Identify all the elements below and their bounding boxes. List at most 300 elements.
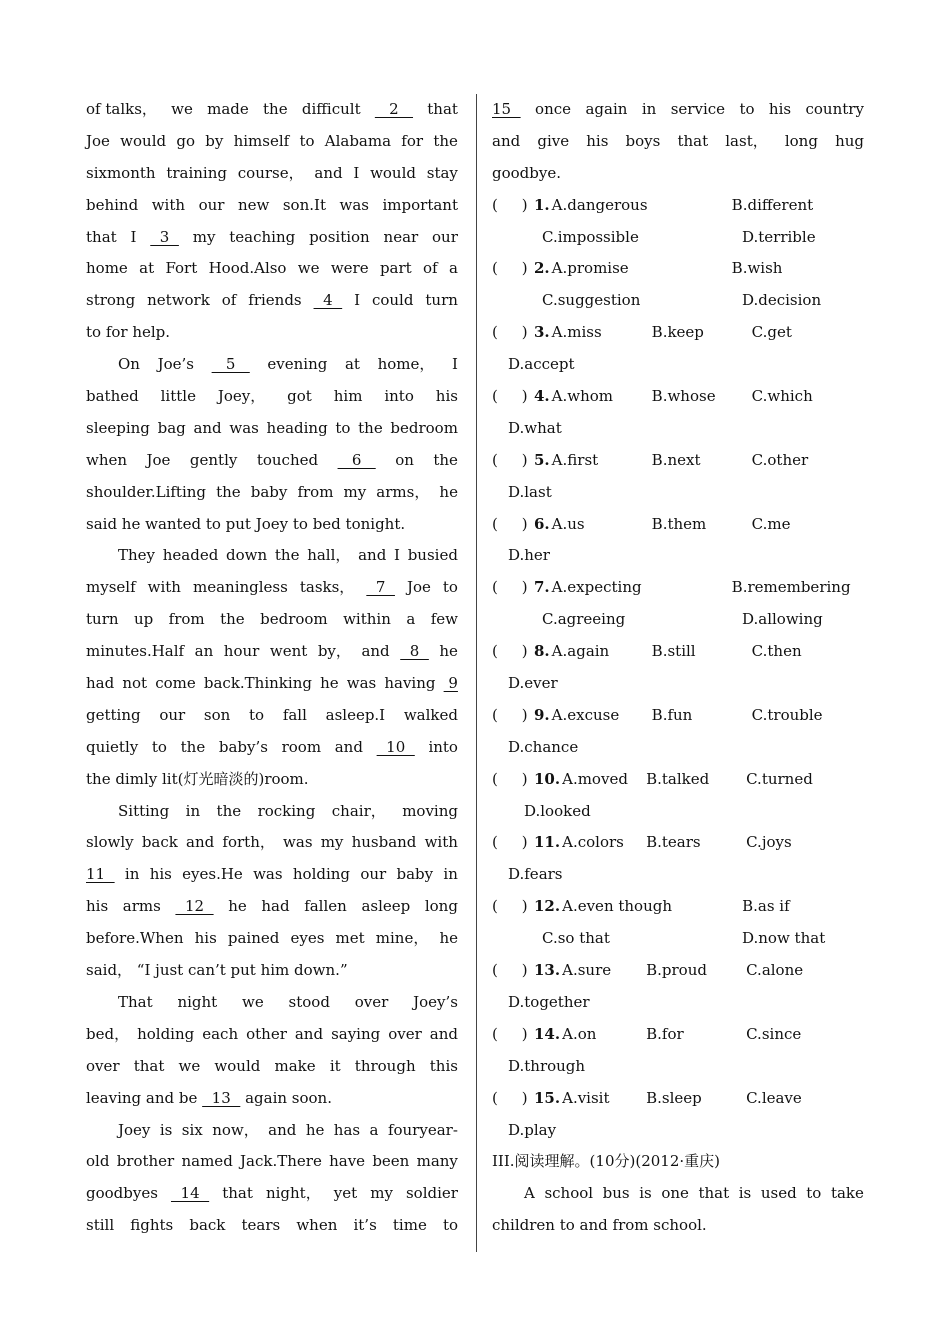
- question-row: [492, 190, 864, 222]
- passage-word: That: [118, 992, 153, 1011]
- passage-word: at: [344, 355, 360, 374]
- answer-bracket[interactable]: ( ): [492, 642, 528, 661]
- option-a[interactable]: A.dangerous: [551, 195, 648, 214]
- passage-line: [86, 668, 458, 700]
- column-divider: [476, 94, 477, 1252]
- passage-word: Jack.There: [240, 1152, 322, 1171]
- passage-word: into: [428, 737, 458, 756]
- question-row-continued: [492, 732, 864, 764]
- option-c[interactable]: C.suggestion: [542, 291, 641, 310]
- passage-line: [86, 222, 458, 254]
- option-b[interactable]: B.different: [731, 195, 814, 214]
- passage-word: been: [372, 1152, 410, 1171]
- passage-word: he: [305, 1120, 325, 1139]
- passage-word: having: [384, 674, 436, 693]
- passage-line: [86, 923, 458, 955]
- passage-word: that: [427, 100, 458, 118]
- passage-word: we: [297, 259, 320, 278]
- passage-word: down: [226, 546, 268, 565]
- passage-word: eyes: [290, 929, 325, 948]
- passage-word: Joe: [86, 131, 110, 150]
- passage-word: an: [194, 642, 214, 661]
- passage-word: tears: [241, 1216, 281, 1235]
- passage-word: hour: [223, 642, 260, 661]
- option-d[interactable]: D.last: [508, 482, 552, 501]
- passage-word: up: [133, 610, 154, 629]
- question-row-continued: [492, 923, 864, 955]
- option-b[interactable]: B.remembering: [731, 578, 851, 597]
- passage-word: night，: [265, 1184, 321, 1203]
- question-row-continued: [492, 987, 864, 1019]
- question-row-continued: [492, 796, 864, 828]
- option-d[interactable]: D.looked: [524, 801, 591, 820]
- passage-word: the: [263, 100, 288, 118]
- question-row-continued: [492, 540, 864, 572]
- passage-word: that: [86, 227, 117, 246]
- answer-bracket[interactable]: ( ): [492, 323, 528, 342]
- question-row-continued: [492, 604, 864, 636]
- passage-word: back.Thinking: [203, 674, 312, 693]
- question-row-continued: [492, 1051, 864, 1083]
- passage-word: fights: [130, 1216, 174, 1235]
- answer-bracket[interactable]: ( ): [492, 769, 528, 788]
- question-number: 9.: [534, 705, 550, 724]
- option-b[interactable]: B.keep: [651, 323, 704, 342]
- passage-word: Alabama: [324, 131, 392, 150]
- option-a[interactable]: A.sure: [562, 961, 612, 980]
- option-b[interactable]: B.them: [651, 514, 707, 533]
- passage-word: bedroom: [390, 418, 458, 437]
- answer-bracket[interactable]: ( ): [492, 1024, 528, 1043]
- passage-line: [86, 1115, 458, 1147]
- answer-bracket[interactable]: ( ): [492, 961, 528, 980]
- passage-word: through: [354, 1056, 416, 1075]
- answer-blank: 13: [202, 1088, 241, 1107]
- passage-word: myself: [86, 578, 136, 597]
- option-d[interactable]: D.chance: [508, 737, 579, 756]
- passage-line: [86, 94, 458, 126]
- passage-word: moving: [402, 801, 458, 820]
- passage-word: before.When: [86, 929, 184, 948]
- passage-word: time: [392, 1216, 427, 1235]
- question-number: 4.: [534, 387, 550, 406]
- option-a[interactable]: A.on: [562, 1024, 597, 1043]
- passage-word: in: [641, 100, 657, 118]
- option-a[interactable]: A.us: [551, 514, 585, 533]
- passage-word: used: [760, 1184, 797, 1203]
- passage-word: holding: [292, 865, 351, 884]
- passage-word: over: [388, 1024, 422, 1043]
- answer-blank: 6: [337, 450, 376, 469]
- question-number: 6.: [534, 514, 550, 533]
- passage-word: arms，: [376, 482, 430, 501]
- passage-line: [86, 891, 458, 923]
- option-d[interactable]: D.terrible: [742, 227, 816, 246]
- question-number: 1.: [534, 195, 550, 214]
- passage-text: leaving and be: [86, 1088, 203, 1107]
- question-row: [492, 827, 864, 859]
- option-a[interactable]: A.even though: [562, 897, 673, 916]
- passage-word: little: [160, 387, 196, 406]
- passage-line: [86, 1019, 458, 1051]
- question-row-continued: [492, 285, 864, 317]
- question-row: [492, 253, 864, 285]
- option-c[interactable]: C.leave: [746, 1088, 802, 1107]
- passage-word: shoulder.Lifting: [86, 482, 207, 501]
- passage-word: my: [343, 482, 367, 501]
- passage-word: and: [492, 131, 521, 150]
- question-row-continued: [492, 222, 864, 254]
- option-a[interactable]: A.colors: [562, 833, 624, 852]
- passage-word: he: [228, 897, 247, 916]
- passage-word: to: [249, 705, 265, 724]
- passage-word: the: [216, 482, 241, 501]
- option-d[interactable]: D.ever: [508, 674, 558, 693]
- passage-word: my: [192, 227, 216, 246]
- passage-word: I: [394, 546, 400, 565]
- option-b[interactable]: B.next: [651, 450, 701, 469]
- passage-line: [86, 796, 458, 828]
- passage-word: slowly: [86, 833, 134, 852]
- passage-word: went: [269, 642, 308, 661]
- answer-blank: 15: [492, 100, 521, 118]
- passage-word: the: [274, 546, 300, 565]
- passage-word: it’s: [353, 1216, 377, 1235]
- passage-word: near: [383, 227, 419, 246]
- answer-blank: 8: [400, 642, 429, 661]
- passage-line: [86, 636, 458, 668]
- passage-word: was: [346, 674, 377, 693]
- passage-word: A: [524, 1184, 535, 1203]
- passage-word: and: [186, 833, 215, 852]
- passage-word: the: [433, 131, 458, 150]
- passage-word: would: [214, 1056, 261, 1075]
- passage-line: [86, 732, 458, 764]
- passage-word: to: [151, 737, 167, 756]
- passage-word: son.It: [282, 195, 326, 214]
- passage-word: bedroom: [260, 610, 328, 629]
- option-c[interactable]: C.impossible: [542, 227, 639, 246]
- passage-word: in: [185, 801, 201, 820]
- option-c[interactable]: C.which: [751, 387, 813, 406]
- passage-word: quietly: [86, 737, 139, 756]
- passage-word: brother: [116, 1152, 175, 1171]
- passage-line: [86, 700, 458, 732]
- passage-word: school: [544, 1184, 594, 1203]
- passage-word: minutes.Half: [86, 642, 185, 661]
- answer-bracket[interactable]: ( ): [492, 195, 528, 214]
- passage-word: mine，: [375, 929, 429, 948]
- passage-word: by: [205, 131, 224, 150]
- passage-word: to: [739, 100, 755, 118]
- passage-word: hall，: [307, 546, 351, 565]
- passage-word: long: [784, 131, 818, 150]
- passage-word: his: [586, 131, 609, 150]
- option-c[interactable]: C.then: [751, 642, 802, 661]
- passage-word: training: [166, 163, 227, 182]
- passage-word: had: [86, 674, 115, 693]
- passage-line: [492, 94, 864, 126]
- passage-word: Joe’s: [157, 355, 194, 374]
- option-d[interactable]: D.accept: [508, 355, 575, 374]
- passage-line: [86, 381, 458, 413]
- option-c[interactable]: C.so that: [542, 929, 610, 948]
- passage-line: [86, 1210, 458, 1242]
- passage-word: is: [159, 1120, 173, 1139]
- passage-line: [86, 764, 458, 796]
- passage-word: sleeping: [86, 418, 150, 437]
- passage-word: got: [287, 387, 312, 406]
- option-a[interactable]: A.again: [551, 642, 610, 661]
- passage-word: with: [424, 833, 458, 852]
- passage-word: over: [86, 1056, 120, 1075]
- question-row-continued: [492, 349, 864, 381]
- option-d[interactable]: D.play: [508, 1120, 557, 1139]
- question-row-continued: [492, 668, 864, 700]
- passage-word: son: [203, 705, 231, 724]
- option-a[interactable]: A.moved: [562, 769, 628, 788]
- passage-word: back: [141, 833, 178, 852]
- answer-bracket[interactable]: ( ): [492, 578, 528, 597]
- passage-word: I: [130, 227, 137, 246]
- passage-word: new: [237, 195, 270, 214]
- passage-word: soldier: [405, 1184, 458, 1203]
- passage-line: [492, 126, 864, 158]
- passage-word: has: [333, 1120, 361, 1139]
- passage-word: headed: [162, 546, 219, 565]
- answer-bracket[interactable]: ( ): [492, 833, 528, 852]
- passage-word: to: [335, 418, 351, 437]
- passage-word: our: [432, 227, 458, 246]
- passage-word: and: [193, 418, 222, 437]
- passage-word: yet: [333, 1184, 358, 1203]
- option-a[interactable]: A.promise: [551, 259, 629, 278]
- passage-word: once: [535, 100, 572, 118]
- passage-word: tasks，: [299, 578, 355, 597]
- passage-word: sixmonth: [86, 163, 156, 182]
- passage-word: stood: [288, 992, 330, 1011]
- option-d[interactable]: D.now that: [742, 929, 826, 948]
- passage-word: my: [320, 833, 344, 852]
- passage-word: from: [297, 482, 334, 501]
- passage-word: and: [314, 163, 343, 182]
- option-b[interactable]: B.whose: [651, 387, 716, 406]
- passage-left-column: [86, 94, 458, 1242]
- answer-bracket[interactable]: ( ): [492, 1088, 528, 1107]
- answer-bracket[interactable]: ( ): [492, 897, 528, 916]
- passage-word: was: [283, 833, 313, 852]
- option-b[interactable]: B.for: [646, 1024, 684, 1043]
- passage-word: to: [299, 131, 315, 150]
- question-row: [492, 317, 864, 349]
- passage-continuation: [492, 94, 864, 190]
- passage-word: fouryear-: [387, 1120, 458, 1139]
- passage-word: we: [242, 992, 264, 1011]
- answer-blank: 3: [150, 227, 179, 246]
- reading-passage-line: [492, 1178, 864, 1210]
- option-d[interactable]: D.through: [508, 1056, 586, 1075]
- option-a[interactable]: A.whom: [551, 387, 614, 406]
- passage-word: and: [268, 1120, 297, 1139]
- passage-word: I: [452, 355, 458, 374]
- option-b[interactable]: B.as if: [742, 897, 790, 916]
- option-c[interactable]: C.other: [751, 450, 809, 469]
- passage-word: now，: [212, 1120, 259, 1139]
- passage-line: [86, 987, 458, 1019]
- passage-word: back: [189, 1216, 226, 1235]
- answer-bracket[interactable]: ( ): [492, 450, 528, 469]
- passage-word: the: [433, 450, 458, 469]
- passage-word: home: [86, 259, 128, 278]
- passage-word: busied: [407, 546, 458, 565]
- answer-blank: 9: [443, 674, 458, 693]
- passage-line: [86, 317, 458, 349]
- option-c[interactable]: C.get: [751, 323, 792, 342]
- passage-word: said he wanted to put Joey to bed tonight.: [86, 514, 406, 533]
- passage-word: go: [176, 131, 195, 150]
- answer-bracket[interactable]: ( ): [492, 514, 528, 533]
- passage-word: hug: [835, 131, 864, 150]
- passage-word: a: [406, 610, 416, 629]
- option-d[interactable]: D.her: [508, 546, 550, 565]
- passage-word: rocking: [257, 801, 316, 820]
- option-b[interactable]: B.sleep: [646, 1088, 702, 1107]
- passage-word: would: [120, 131, 167, 150]
- passage-line: [86, 509, 458, 541]
- option-d[interactable]: D.what: [508, 418, 562, 437]
- question-row: [492, 445, 864, 477]
- passage-line: [86, 604, 458, 636]
- option-b[interactable]: B.talked: [646, 769, 710, 788]
- passage-word: it: [329, 1056, 341, 1075]
- passage-word: by，: [317, 642, 351, 661]
- answer-blank: 14: [170, 1184, 210, 1203]
- passage-word: other: [246, 1024, 287, 1043]
- passage-word: take: [830, 1184, 864, 1203]
- option-a[interactable]: A.expecting: [551, 578, 642, 597]
- passage-text: again soon.: [240, 1088, 332, 1107]
- passage-word: was: [339, 195, 369, 214]
- answer-bracket[interactable]: ( ): [492, 387, 528, 406]
- passage-line: [86, 1083, 458, 1115]
- passage-word: with: [151, 195, 186, 214]
- answer-blank: 7: [366, 578, 395, 597]
- question-number: 14.: [534, 1024, 561, 1043]
- option-d[interactable]: D.fears: [508, 865, 563, 884]
- option-c[interactable]: C.trouble: [751, 705, 823, 724]
- option-a[interactable]: A.first: [551, 450, 599, 469]
- option-c[interactable]: C.alone: [746, 961, 804, 980]
- passage-word: make: [274, 1056, 316, 1075]
- passage-word: On: [118, 355, 140, 374]
- passage-line: [86, 540, 458, 572]
- passage-word: network: [147, 291, 210, 310]
- option-b[interactable]: B.wish: [731, 259, 783, 278]
- question-number: 12.: [534, 897, 561, 916]
- passage-word: the: [358, 418, 383, 437]
- passage-word: stay: [426, 163, 458, 182]
- option-a[interactable]: A.visit: [562, 1088, 610, 1107]
- option-b[interactable]: B.fun: [651, 705, 693, 724]
- option-b[interactable]: B.still: [651, 642, 696, 661]
- passage-word: six: [181, 1120, 203, 1139]
- question-number: 15.: [534, 1088, 561, 1107]
- passage-word: have: [329, 1152, 366, 1171]
- question-row: [492, 381, 864, 413]
- passage-word: bed，: [86, 1024, 130, 1043]
- passage-word: many: [416, 1152, 458, 1171]
- option-c[interactable]: C.agreeing: [542, 610, 626, 629]
- passage-word: fallen: [304, 897, 347, 916]
- passage-right-column: [492, 94, 864, 1242]
- option-c[interactable]: C.me: [751, 514, 791, 533]
- passage-word: I: [354, 291, 361, 310]
- passage-word: baby’s: [218, 737, 268, 756]
- passage-word: fall: [282, 705, 307, 724]
- passage-word: Joey，: [217, 387, 266, 406]
- passage-word: from: [168, 610, 205, 629]
- passage-word: a: [369, 1120, 379, 1139]
- reading-passage-line: children to and from school.: [492, 1216, 707, 1235]
- passage-word: his: [194, 929, 217, 948]
- passage-word: arms: [122, 897, 161, 916]
- option-b[interactable]: B.tears: [646, 833, 701, 852]
- passage-word: evening: [267, 355, 328, 374]
- answer-bracket[interactable]: ( ): [492, 259, 528, 278]
- passage-word: our: [360, 865, 387, 884]
- question-row-continued: [492, 859, 864, 891]
- passage-word: over: [354, 992, 389, 1011]
- passage-word: was: [253, 865, 283, 884]
- question-row: [492, 764, 864, 796]
- passage-line: [86, 572, 458, 604]
- passage-word: gently: [189, 450, 238, 469]
- option-a[interactable]: A.excuse: [551, 705, 620, 724]
- passage-word: he: [320, 674, 339, 693]
- passage-word: could: [371, 291, 414, 310]
- option-d[interactable]: D.allowing: [742, 610, 823, 629]
- passage-line: [86, 285, 458, 317]
- option-c[interactable]: C.joys: [746, 833, 792, 852]
- passage-word: said， “I just can’t put him down.”: [86, 961, 348, 980]
- answer-bracket[interactable]: ( ): [492, 705, 528, 724]
- passage-word: strong: [86, 291, 136, 310]
- passage-word: of: [423, 259, 438, 278]
- option-b[interactable]: B.proud: [646, 961, 707, 980]
- passage-line: [86, 477, 458, 509]
- option-a[interactable]: A.miss: [551, 323, 602, 342]
- passage-word: on: [395, 450, 414, 469]
- option-c[interactable]: C.since: [746, 1024, 802, 1043]
- option-d[interactable]: D.decision: [742, 291, 822, 310]
- passage-word: teaching: [229, 227, 296, 246]
- answer-blank: 11: [86, 865, 115, 884]
- passage-word: that: [222, 1184, 253, 1203]
- passage-word: named: [181, 1152, 233, 1171]
- option-d[interactable]: D.together: [508, 992, 590, 1011]
- passage-word: my: [370, 1184, 393, 1203]
- passage-word: and: [358, 546, 387, 565]
- passage-word: heading: [266, 418, 328, 437]
- passage-word: and: [294, 1024, 324, 1043]
- question-row-continued: [492, 413, 864, 445]
- option-c[interactable]: C.turned: [746, 769, 813, 788]
- section-heading: III.阅读理解。(10分)(2012·重庆): [492, 1152, 720, 1171]
- passage-word: bathed: [86, 387, 139, 406]
- passage-word: to: [442, 1216, 458, 1235]
- passage-word: we: [178, 1056, 201, 1075]
- passage-word: Joey: [118, 1120, 151, 1139]
